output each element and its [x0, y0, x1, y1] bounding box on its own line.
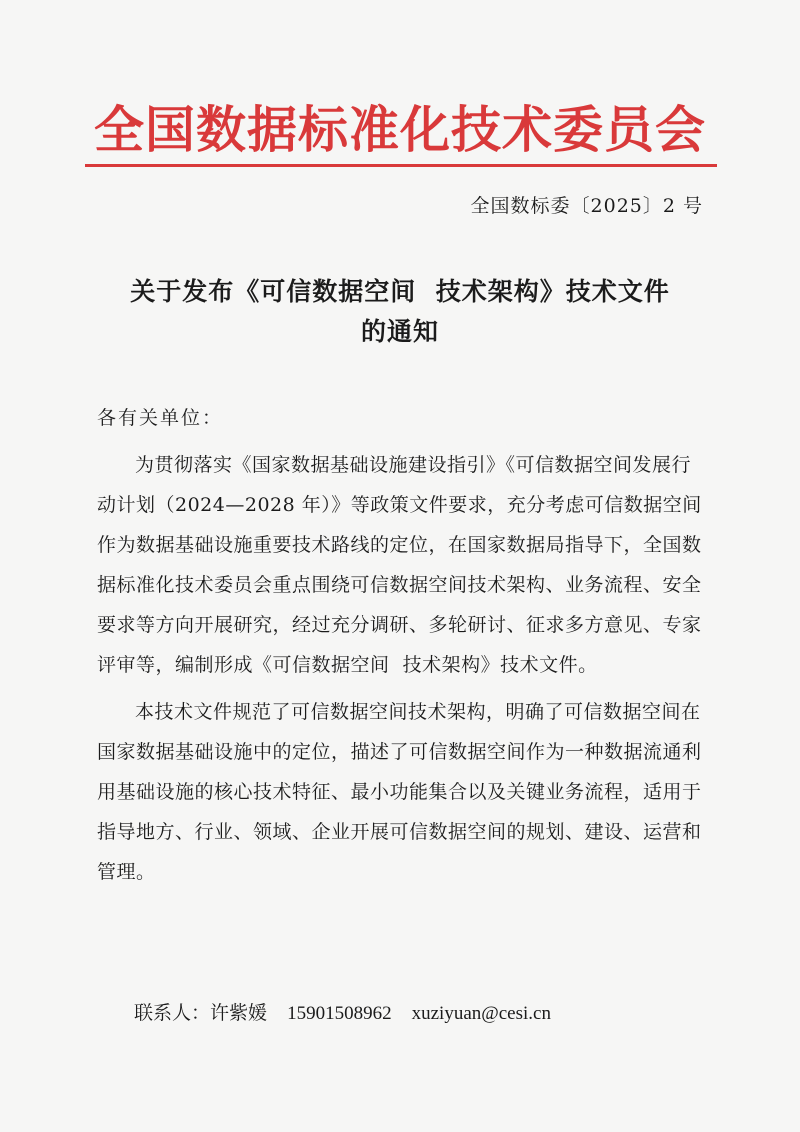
body-paragraph-1: 为贯彻落实《国家数据基础设施建设指引》《可信数据空间发展行动计划（2024—2028 年）》等政策文件要求，充分考虑可信数据空间作为数据基础设施重要技术路线的定位，在国家数据局指导下，全国数据标准化技术委员会重点围绕可信数据空间技术架构、业务流程、安全要求等方向开展研究，经过充分调研、多轮研讨、征求多方意见、专家评审等，编制形成《可信数据空间 技术架构》技术文件。 — [97, 454, 702, 676]
title-line-2: 的通知 — [360, 317, 439, 346]
contact-phone: 15901508962 — [287, 1003, 392, 1024]
body-paragraph-2: 本技术文件规范了可信数据空间技术架构，明确了可信数据空间在国家数据基础设施中的定位，描述了可信数据空间作为一种数据流通利用基础设施的核心技术特征、最小功能集合以及关键业务流程，适用于指导地方、行业、领域、企业开展可信数据空间的规划、建设、运营和管理。 — [97, 701, 702, 883]
title-line-1: 关于发布《可信数据空间 技术架构》技术文件 — [130, 277, 670, 306]
document-body — [97, 445, 709, 899]
contact-email[interactable]: xuziyuan@cesi.cn — [411, 1003, 551, 1024]
contact-info — [134, 998, 565, 1029]
document-title — [0, 272, 800, 352]
organization-header: 全国数据标准化技术委员会 — [94, 101, 706, 159]
salutation: 各有关单位： — [97, 407, 224, 429]
header-divider — [85, 164, 717, 167]
contact-name: 联系人：许紫媛 — [134, 1002, 268, 1024]
document-number: 全国数标委〔2025〕2 号 — [470, 195, 703, 217]
